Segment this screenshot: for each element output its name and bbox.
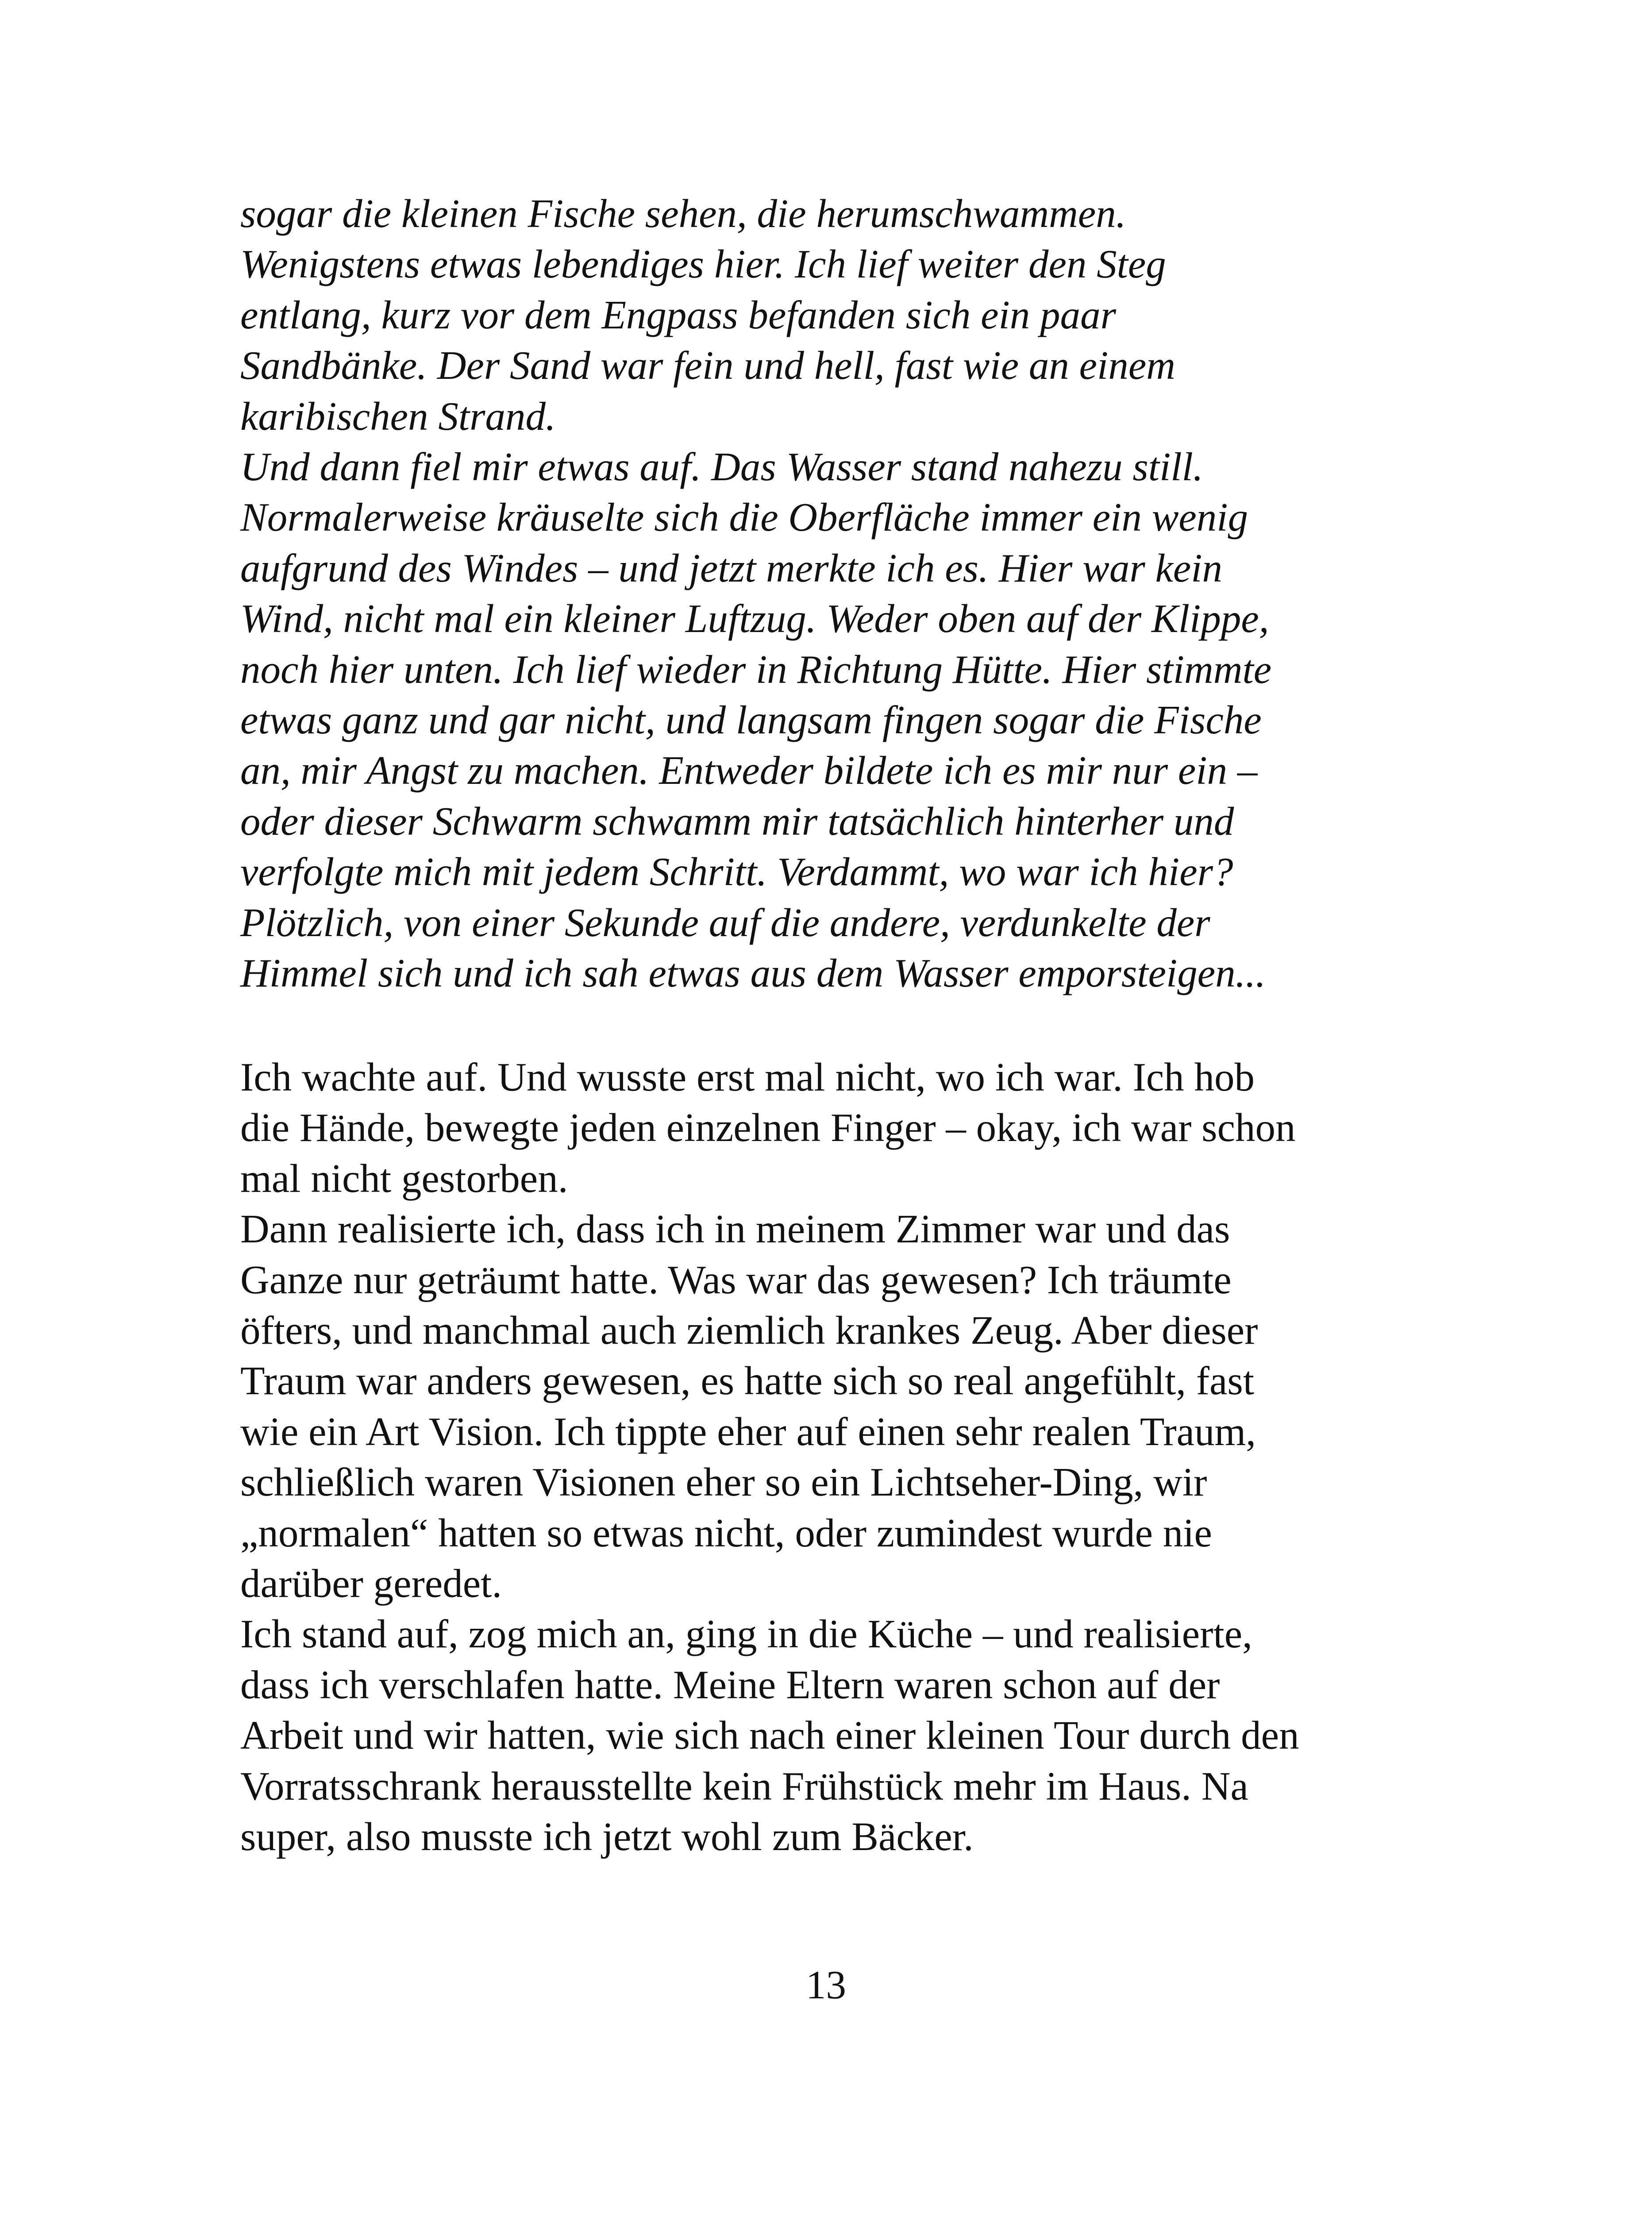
text-line: Vorratsschrank herausstellte kein Frühstück mehr im Haus. Na xyxy=(240,1763,1248,1808)
text-line: Und dann fiel mir etwas auf. Das Wasser stand nahezu still. xyxy=(240,444,1203,490)
text-line: „normalen“ hatten so etwas nicht, oder zumindest wurde nie xyxy=(240,1510,1212,1555)
waking-passage xyxy=(240,1052,1435,1862)
text-line: etwas ganz und gar nicht, und langsam fingen sogar die Fische xyxy=(240,698,1262,743)
text-line: dass ich verschlafen hatte. Meine Eltern waren schon auf der xyxy=(240,1662,1220,1707)
text-line: Traum war anders gewesen, es hatte sich so real angefühlt, fast xyxy=(240,1358,1255,1403)
text-line: darüber geredet. xyxy=(240,1561,502,1606)
text-line: Sandbänke. Der Sand war fein und hell, fast wie an einem xyxy=(240,343,1175,388)
text-line: Plötzlich, von einer Sekunde auf die andere, verdunkelte der xyxy=(240,900,1210,945)
text-line: schließlich waren Visionen eher so ein Lichtseher-Ding, wir xyxy=(240,1460,1207,1505)
text-line: noch hier unten. Ich lief wieder in Richtung Hütte. Hier stimmte xyxy=(240,647,1272,692)
text-line: entlang, kurz vor dem Engpass befanden sich ein paar xyxy=(240,292,1116,337)
text-line: die Hände, bewegte jeden einzelnen Finger – okay, ich war schon xyxy=(240,1105,1296,1150)
text-line: wie ein Art Vision. Ich tippte eher auf einen sehr realen Traum, xyxy=(240,1409,1256,1454)
text-line: Ganze nur geträumt hatte. Was war das gewesen? Ich träumte xyxy=(240,1257,1232,1302)
text-line: Arbeit und wir hatten, wie sich nach einer kleinen Tour durch den xyxy=(240,1713,1299,1758)
text-line: Dann realisierte ich, dass ich in meinem Zimmer war und das xyxy=(240,1207,1230,1252)
page-number: 13 xyxy=(806,1962,846,2007)
text-line: aufgrund des Windes – und jetzt merkte ich es. Hier war kein xyxy=(240,545,1223,590)
text-line: mal nicht gestorben. xyxy=(240,1156,568,1201)
text-line: oder dieser Schwarm schwamm mir tatsächlich hinterher und xyxy=(240,798,1234,844)
text-line: an, mir Angst zu machen. Entweder bildete ich es mir nur ein – xyxy=(240,748,1258,793)
text-line: super, also musste ich jetzt wohl zum Bäcker. xyxy=(240,1814,974,1859)
text-line: Wenigstens etwas lebendiges hier. Ich lief weiter den Steg xyxy=(240,242,1166,287)
dream-passage xyxy=(240,189,1435,999)
text-line: Wind, nicht mal ein kleiner Luftzug. Weder oben auf der Klippe, xyxy=(240,596,1269,641)
text-line: Ich stand auf, zog mich an, ging in die Küche – und realisierte, xyxy=(240,1612,1252,1657)
text-line: sogar die kleinen Fische sehen, die herumschwammen. xyxy=(240,191,1126,236)
text-line: karibischen Strand. xyxy=(240,393,556,439)
text-line: verfolgte mich mit jedem Schritt. Verdammt, wo war ich hier? xyxy=(240,849,1233,894)
text-line: öfters, und manchmal auch ziemlich krankes Zeug. Aber dieser xyxy=(240,1308,1258,1353)
text-line: Himmel sich und ich sah etwas aus dem Wasser emporsteigen... xyxy=(240,951,1266,996)
text-line: Normalerweise kräuselte sich die Oberfläche immer ein wenig xyxy=(240,495,1248,540)
text-line: Ich wachte auf. Und wusste erst mal nicht, wo ich war. Ich hob xyxy=(240,1055,1255,1099)
